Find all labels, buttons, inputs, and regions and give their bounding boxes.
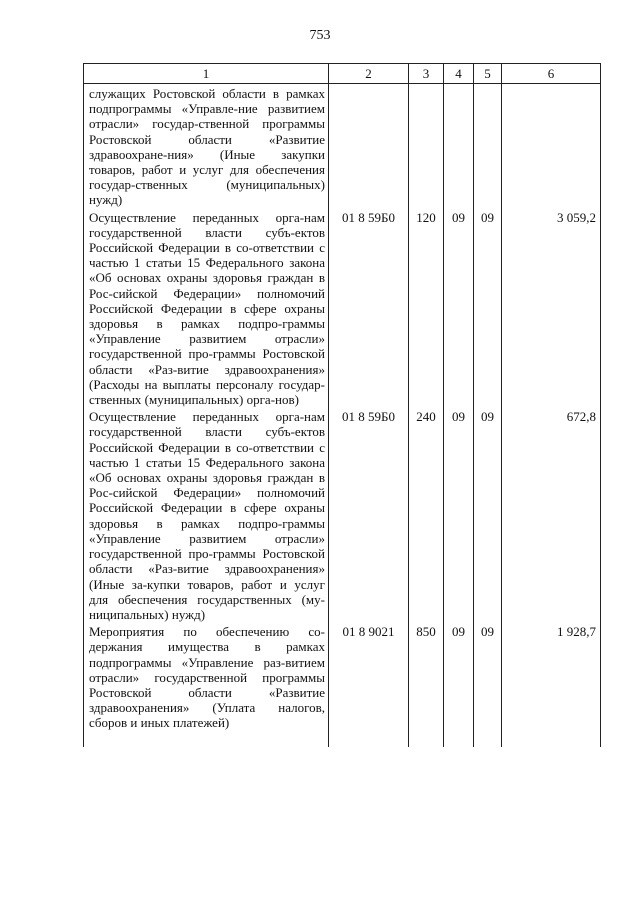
section-cell: 09 [444,407,474,622]
column-header-5: 5 [474,64,502,84]
table-row [84,407,601,622]
description-cell: служащих Ростовской области в рамках подпрограммы «Управле-ние развитием отрасли» государ-ственной программы Ростовской области «Развитие здравоохране-ния» (Иные закупки товаров, работ и услуг для обеспечения государ-ственных (муниципальных) нужд) [84,84,329,208]
description-cell: Мероприятия по обеспечению со-держания имущества в рамках подпрограммы «Управление раз-витием отрасли» государственной программы Ростовской области «Развитие здравоохранения» (Уплата налогов, сборов и иных платежей) [84,622,329,730]
expense-type-cell: 240 [409,407,444,622]
subsection-cell [474,84,502,208]
empty-cell [474,731,502,747]
subsection-cell: 09 [474,622,502,730]
amount-cell: 1 928,7 [502,622,601,730]
target-article-cell: 01 8 59Б0 [329,208,409,408]
expense-type-cell: 850 [409,622,444,730]
empty-cell [84,731,329,747]
column-header-6: 6 [502,64,601,84]
empty-cell [409,731,444,747]
amount-cell: 3 059,2 [502,208,601,408]
table-row [84,622,601,730]
empty-cell [444,731,474,747]
table-body [84,84,601,747]
target-article-cell: 01 8 9021 [329,622,409,730]
amount-cell [502,84,601,208]
column-header-2: 2 [329,64,409,84]
header-row [84,64,601,84]
table-row [84,208,601,408]
empty-cell [502,731,601,747]
amount-cell: 672,8 [502,407,601,622]
subsection-cell: 09 [474,208,502,408]
column-header-3: 3 [409,64,444,84]
description-cell: Осуществление переданных орга-нам государственной власти субъ-ектов Российской Федерации в со-ответствии с частью 1 статьи 15 Федерального закона «Об основах охраны здоровья граждан в Рос-сийской Федерации» полномочий Российской Федерации в сфере охраны здоровья в рамках подпро-граммы «Управление развитием отрасли» государственной про-граммы Ростовской области «Раз-витие здравоохранения» (Иные за-купки товаров, работ и услуг для обеспечения государственных (му-ниципальных) нужд) [84,407,329,622]
section-cell [444,84,474,208]
table-bottom-spacer [84,731,601,747]
target-article-cell: 01 8 59Б0 [329,407,409,622]
budget-table [83,63,601,747]
expense-type-cell [409,84,444,208]
section-cell: 09 [444,622,474,730]
column-header-4: 4 [444,64,474,84]
column-header-1: 1 [84,64,329,84]
table-header [84,64,601,84]
description-cell: Осуществление переданных орга-нам государственной власти субъ-ектов Российской Федерации в со-ответствии с частью 1 статьи 15 Федерального закона «Об основах охраны здоровья граждан в Рос-сийской Федерации» полномочий Российской Федерации в сфере охраны здоровья в рамках подпро-граммы «Управление развитием отрасли» государственной про-граммы Ростовской области «Раз-витие здравоохранения» (Расходы на выплаты персоналу государ-ственных (муниципальных) орга-нов) [84,208,329,408]
expense-type-cell: 120 [409,208,444,408]
target-article-cell [329,84,409,208]
section-cell: 09 [444,208,474,408]
subsection-cell: 09 [474,407,502,622]
page-number: 753 [309,28,331,43]
empty-cell [329,731,409,747]
table-row [84,84,601,208]
